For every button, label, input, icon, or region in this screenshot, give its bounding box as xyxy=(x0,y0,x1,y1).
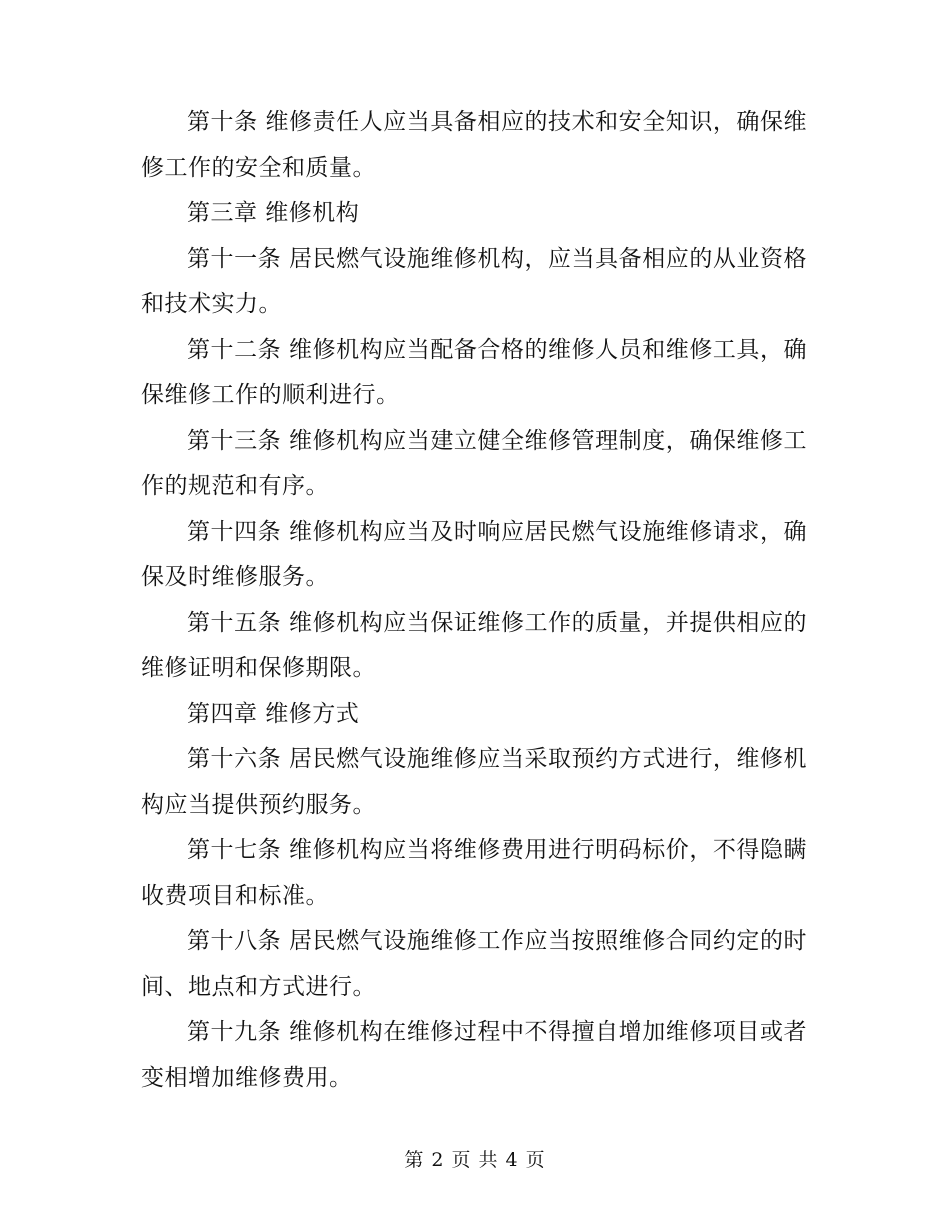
article-15: 第十五条 维修机构应当保证维修工作的质量，并提供相应的维修证明和保修期限。 xyxy=(141,609,807,681)
article-17: 第十七条 维修机构应当将维修费用进行明码标价，不得隐瞒收费项目和标准。 xyxy=(141,837,807,909)
chapter-3-heading: 第三章 维修机构 xyxy=(187,200,360,226)
article-11: 第十一条 居民燃气设施维修机构，应当具备相应的从业资格和技术实力。 xyxy=(141,245,807,317)
article-13: 第十三条 维修机构应当建立健全维修管理制度，确保维修工作的规范和有序。 xyxy=(141,427,807,499)
page-footer xyxy=(0,1147,950,1173)
document-body xyxy=(141,100,807,1101)
article-16: 第十六条 居民燃气设施维修应当采取预约方式进行，维修机构应当提供预约服务。 xyxy=(141,746,807,818)
article-18: 第十八条 居民燃气设施维修工作应当按照维修合同约定的时间、地点和方式进行。 xyxy=(141,928,807,1000)
article-14: 第十四条 维修机构应当及时响应居民燃气设施维修请求，确保及时维修服务。 xyxy=(141,518,807,590)
page-number-label: 第 2 页 共 4 页 xyxy=(404,1149,546,1171)
article-12: 第十二条 维修机构应当配备合格的维修人员和维修工具，确保维修工作的顺利进行。 xyxy=(141,336,807,408)
article-19: 第十九条 维修机构在维修过程中不得擅自增加维修项目或者变相增加维修费用。 xyxy=(141,1019,807,1091)
article-10: 第十条 维修责任人应当具备相应的技术和安全知识，确保维修工作的安全和质量。 xyxy=(141,109,807,181)
chapter-4-heading: 第四章 维修方式 xyxy=(187,700,360,727)
